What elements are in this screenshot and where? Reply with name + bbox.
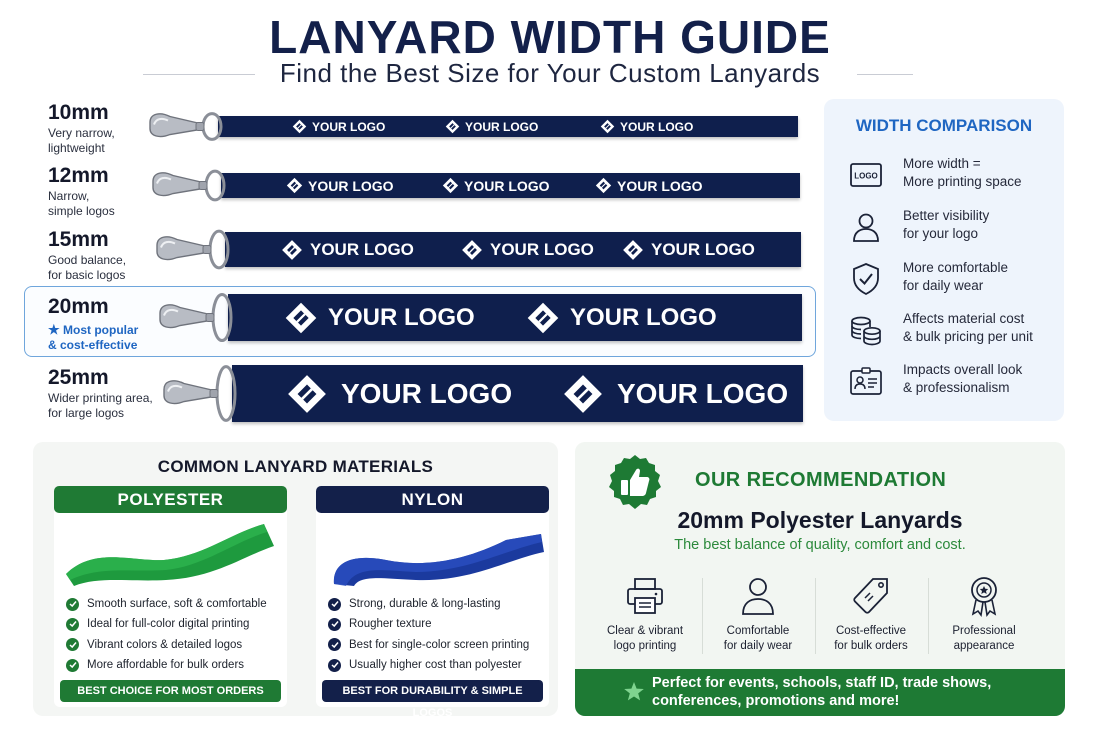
diamond-logo-icon	[292, 119, 307, 134]
lanyard-size-label: 12mm	[48, 164, 109, 187]
logo-placeholder	[461, 232, 594, 267]
logo-placeholder	[562, 365, 788, 422]
nylon-ribbon-image	[316, 516, 549, 586]
person-icon	[848, 209, 884, 245]
lanyard-row-20mm	[0, 294, 820, 364]
lobster-clasp-icon	[151, 224, 233, 275]
nylon-card	[316, 486, 549, 719]
list-item: Vibrant colors & detailed logos	[66, 635, 281, 655]
check-icon	[66, 659, 79, 672]
logo-text: YOUR LOGO	[312, 119, 386, 134]
list-item: Best for single-color screen printing	[328, 635, 543, 655]
width-comparison-panel	[824, 99, 1064, 421]
comparison-item	[848, 155, 1058, 195]
diamond-logo-icon	[526, 301, 560, 335]
list-item: More affordable for bulk orders	[66, 655, 281, 675]
comparison-line: for your logo	[903, 225, 979, 241]
recommendation-title: OUR RECOMMENDATION	[695, 469, 947, 491]
logo-text: YOUR LOGO	[617, 377, 789, 409]
logo-placeholder	[284, 294, 475, 341]
diamond-logo-icon	[595, 177, 612, 194]
list-item: Rougher texture	[328, 614, 543, 634]
diamond-logo-icon	[281, 239, 303, 261]
lanyard-row-12mm	[0, 163, 820, 233]
lanyard-strap	[221, 173, 800, 198]
star-icon	[623, 681, 645, 707]
logo-placeholder	[445, 116, 538, 137]
materials-title: COMMON LANYARD MATERIALS	[157, 457, 434, 476]
list-item: Strong, durable & long-lasting	[328, 594, 543, 614]
nylon-footer-badge: BEST FOR DURABILITY & SIMPLE LOGOS	[322, 680, 543, 702]
star-icon: ★	[48, 322, 60, 337]
lanyard-description: ★ Most popular & cost-effective	[48, 322, 139, 352]
lanyard-row-10mm	[0, 100, 820, 170]
lobster-clasp-icon	[154, 286, 236, 349]
lanyard-strap	[225, 232, 801, 267]
diamond-logo-icon	[286, 373, 328, 415]
logo-text: YOUR LOGO	[464, 177, 550, 194]
logo-placeholder	[600, 116, 693, 137]
thumbs-up-icon	[606, 454, 664, 512]
comparison-line: for daily wear	[903, 277, 984, 293]
polyester-header: POLYESTER	[54, 486, 287, 513]
lanyard-size-label: 20mm	[48, 295, 109, 318]
divider	[857, 74, 913, 75]
diamond-logo-icon	[600, 119, 615, 134]
use-cases-text: Perfect for events, schools, staff ID, trade shows, conferences, promotions and more!	[652, 675, 992, 709]
logo-text: YOUR LOGO	[308, 177, 394, 194]
logo-placeholder	[286, 365, 512, 422]
person-icon	[702, 574, 814, 618]
check-icon	[66, 618, 79, 631]
use-cases-banner	[575, 669, 1065, 716]
lobster-clasp-icon	[144, 108, 226, 145]
polyester-card	[54, 486, 287, 707]
polyester-ribbon-image	[54, 516, 287, 586]
check-icon	[328, 598, 341, 611]
id-card-icon	[848, 363, 884, 399]
logo-placeholder	[286, 173, 394, 198]
lanyard-row-15mm	[0, 227, 820, 297]
lobster-clasp-icon	[158, 357, 240, 430]
logo-text: YOUR LOGO	[617, 177, 703, 194]
list-item: Smooth surface, soft & comfortable	[66, 594, 281, 614]
logo-text: YOUR LOGO	[570, 303, 717, 331]
page-subtitle: Find the Best Size for Your Custom Lanyards	[279, 58, 821, 88]
logo-text: YOUR LOGO	[620, 119, 694, 134]
comparison-line: More printing space	[903, 173, 1022, 189]
logo-placeholder	[526, 294, 717, 341]
diamond-logo-icon	[461, 239, 483, 261]
comparison-line: More width =	[903, 156, 981, 171]
feature-item: Comfortable for daily wear	[702, 574, 814, 662]
logo-text: YOUR LOGO	[328, 303, 475, 331]
check-icon	[328, 638, 341, 651]
price-tag-icon	[815, 574, 927, 618]
logo-text: YOUR LOGO	[310, 239, 414, 259]
comparison-line: Better visibility	[903, 208, 990, 223]
logo-placeholder	[442, 173, 550, 198]
lanyard-description: Good balance, for basic logos	[48, 253, 127, 282]
comparison-item	[848, 207, 1058, 247]
diamond-logo-icon	[445, 119, 460, 134]
diamond-logo-icon	[442, 177, 459, 194]
logo-text: YOUR LOGO	[465, 119, 539, 134]
logo-text: YOUR LOGO	[341, 377, 513, 409]
lanyard-size-label: 15mm	[48, 228, 109, 251]
logo-text: YOUR LOGO	[490, 239, 594, 259]
check-icon	[66, 638, 79, 651]
width-comparison-title: WIDTH COMPARISON	[855, 116, 1033, 135]
comparison-line: & professionalism	[903, 379, 1010, 395]
check-icon	[328, 659, 341, 672]
recommended-product: 20mm Polyester Lanyards	[677, 507, 963, 533]
comparison-line: More comfortable	[903, 260, 1009, 275]
lanyard-description: Narrow, simple logos	[48, 189, 115, 218]
feature-item: Clear & vibrant logo printing	[589, 574, 701, 662]
logo-placeholder	[622, 232, 755, 267]
page-title: LANYARD WIDTH GUIDE	[269, 11, 831, 63]
shield-check-icon	[848, 261, 884, 297]
diamond-logo-icon	[286, 177, 303, 194]
check-icon	[66, 598, 79, 611]
nylon-header: NYLON	[316, 486, 549, 513]
list-item: Ideal for full-color digital printing	[66, 614, 281, 634]
logo-placeholder	[595, 173, 703, 198]
recommendation-tagline: The best balance of quality, comfort and cost.	[674, 537, 966, 553]
lanyard-description: Wider printing area, for large logos	[48, 391, 153, 420]
comparison-line: Impacts overall look	[903, 362, 1023, 377]
feature-item: Professional appearance	[928, 574, 1040, 662]
printer-icon	[589, 574, 701, 618]
recommendation-panel	[575, 442, 1065, 716]
lanyard-size-label: 10mm	[48, 101, 109, 124]
logo-placeholder	[281, 232, 414, 267]
lanyard-size-label: 25mm	[48, 366, 109, 389]
lobster-clasp-icon	[147, 165, 229, 206]
logo-icon-text: LOGO	[854, 171, 878, 181]
logo-text: YOUR LOGO	[651, 239, 755, 259]
award-badge-icon	[928, 574, 1040, 618]
diamond-logo-icon	[284, 301, 318, 335]
check-icon	[328, 618, 341, 631]
polyester-footer-badge: BEST CHOICE FOR MOST ORDERS	[60, 680, 281, 702]
comparison-line: Affects material cost	[903, 311, 1025, 326]
logo-box-icon	[848, 157, 884, 193]
diamond-logo-icon	[562, 373, 604, 415]
comparison-item	[848, 361, 1058, 401]
comparison-line: & bulk pricing per unit	[903, 328, 1033, 344]
lanyard-strap	[218, 116, 798, 137]
diamond-logo-icon	[622, 239, 644, 261]
lanyard-strap	[232, 365, 803, 422]
comparison-item	[848, 310, 1058, 350]
lanyard-row-25mm	[0, 365, 820, 435]
lanyard-strap	[228, 294, 802, 341]
coins-icon	[848, 312, 884, 348]
list-item: Usually higher cost than polyester	[328, 655, 543, 675]
lanyard-description: Very narrow, lightweight	[48, 126, 115, 155]
materials-panel	[33, 442, 558, 719]
feature-item: Cost-effective for bulk orders	[815, 574, 927, 662]
logo-placeholder	[292, 116, 385, 137]
comparison-item	[848, 259, 1058, 299]
